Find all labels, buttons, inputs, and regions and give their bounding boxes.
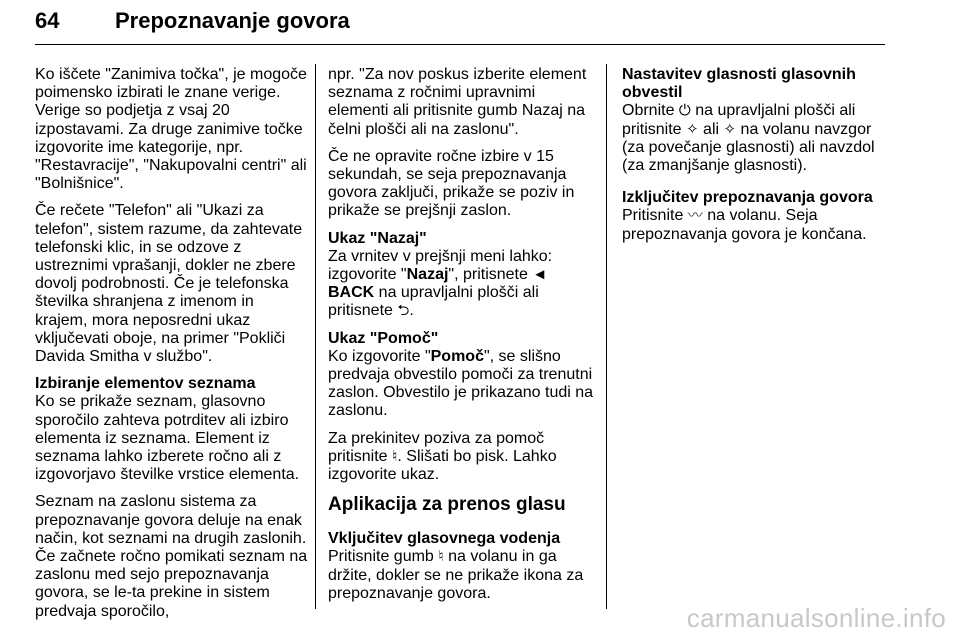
voice-button-icon: ♮	[438, 548, 444, 566]
page-title: Prepoznavanje govora	[115, 8, 350, 33]
back-label: BACK	[328, 284, 375, 302]
paragraph-poi: Ko iščete "Zanimiva točka", je mogoče poimensko izbirati le znane verige. Verige so podjetja z vsaj 20 izpostavami. Za druge zanimive točke izgovorite ime kategorije, npr. "Restavracije", "Nakupovalni centri" ali "Bolnišnice".	[35, 66, 307, 193]
volume-up-icon: ✧	[686, 120, 699, 138]
paragraph-deactivate	[622, 207, 884, 243]
text: Pritisnite	[622, 207, 688, 225]
paragraph-timeout: Če ne opravite ročne izbire v 15 sekundah, se seja prepoznavanja govora zaključi, prikaže se poziv in prikaže se prejšnji zaslon.	[328, 147, 575, 220]
text: na volanu navzgor (za povečanje glasnosti) ali navzdol (za zmanjšanje glasnosti).	[622, 120, 875, 175]
column-divider	[315, 64, 316, 609]
power-knob-icon: ⏻	[678, 102, 691, 120]
back-triangle-icon: ◄	[532, 266, 548, 284]
text-bold: Nazaj	[406, 266, 449, 284]
page-number: 64	[35, 8, 60, 33]
watermark: carmanualsonline.info	[686, 603, 946, 633]
column-divider	[606, 64, 607, 609]
text: .	[409, 302, 414, 320]
text: . Slišati bo pisk. Lahko izgovorite ukaz.	[328, 447, 557, 484]
text: Pritisnite gumb	[328, 548, 439, 566]
text: na upravljalni plošči ali pritisnete	[328, 284, 539, 320]
text: Za prekinitev poziva za pomoč pritisnite	[328, 429, 545, 465]
text: ali	[698, 120, 724, 138]
column-1	[35, 66, 310, 630]
voice-button-icon: ♮	[392, 447, 398, 465]
paragraph-phone: Če rečete "Telefon" ali "Ukazi za telefon", sistem razume, da zahtevate telefonski klic, in se odzove z ustreznimi vprašanji, dokler ne zbere dovolj podrobnosti. Če je telefonska številka shranjena z imenom in krajem, mora neposredni ukaz vključevati oboje, na primer "Pokliči Davida Smitha v službo".	[35, 202, 303, 366]
text: na upravljalni plošči ali pritisnite	[622, 102, 856, 138]
paragraph-activate-voice	[328, 548, 595, 603]
paragraph-interrupt	[328, 430, 595, 485]
text: ", se slišno predvaja obvestilo pomoči za trenutni zaslon. Obvestilo je prikazano tudi na zaslonu.	[328, 347, 594, 420]
header-rule	[35, 44, 885, 45]
text: Obrnite	[622, 102, 679, 120]
return-arrow-icon: ⮌	[397, 302, 410, 320]
end-call-icon: 〰	[687, 207, 703, 225]
paragraph-list-selection: Ko se prikaže seznam, glasovno sporočilo zahteva potrditev ali izbiro elementa iz seznama. Element iz seznama lahko izberete ročno ali z izgovorjavo številke vrstice elementa.	[35, 393, 300, 484]
heading-activate-voice: Vključitev glasovnega vodenja	[328, 530, 561, 548]
heading-help-command: Ukaz "Pomoč"	[328, 329, 439, 347]
heading-deactivate: Izključitev prepoznavanja govora	[622, 189, 873, 207]
text: Ko izgovorite "	[328, 347, 431, 365]
paragraph-volume	[622, 102, 884, 175]
heading-volume: Nastavitev glasnosti glasovnih obvestil	[622, 66, 856, 102]
heading-back-command: Ukaz "Nazaj"	[328, 229, 427, 247]
heading-list-selection: Izbiranje elementov seznama	[35, 375, 256, 393]
column-2	[328, 66, 595, 612]
text: na volanu in ga držite, dokler se ne prikaže ikona za prepoznavanje govora.	[328, 548, 584, 602]
paragraph-retry: npr. "Za nov poskus izberite element seznama z ročnimi upravnimi elementi ali pritisnite gumb Nazaj na čelni plošči ali na zaslonu".	[328, 66, 587, 138]
heading-voice-passthrough: Aplikacija za prenos glasu	[328, 494, 566, 516]
page-header	[35, 4, 885, 44]
volume-down-icon: ✧	[723, 120, 737, 138]
column-3	[622, 66, 884, 253]
paragraph-help-command	[328, 348, 595, 421]
paragraph-back-command	[328, 248, 595, 321]
text: Za vrnitev v prejšnji meni lahko: izgovorite "	[328, 247, 553, 284]
paragraph-list-screen: Seznam na zaslonu sistema za prepoznavanje govora deluje na enak način, kot seznami na drugih zaslonih. Če začnete ročno pomikati seznam na zaslonu med sejo prepoznavanja govora, se le-ta prekine in sistem predvaja sporočilo,	[35, 493, 308, 620]
text: ", pritisnete	[448, 266, 533, 284]
text-bold: Pomoč	[430, 347, 484, 365]
text: na volanu. Seja prepoznavanja govora je končana.	[622, 207, 867, 243]
